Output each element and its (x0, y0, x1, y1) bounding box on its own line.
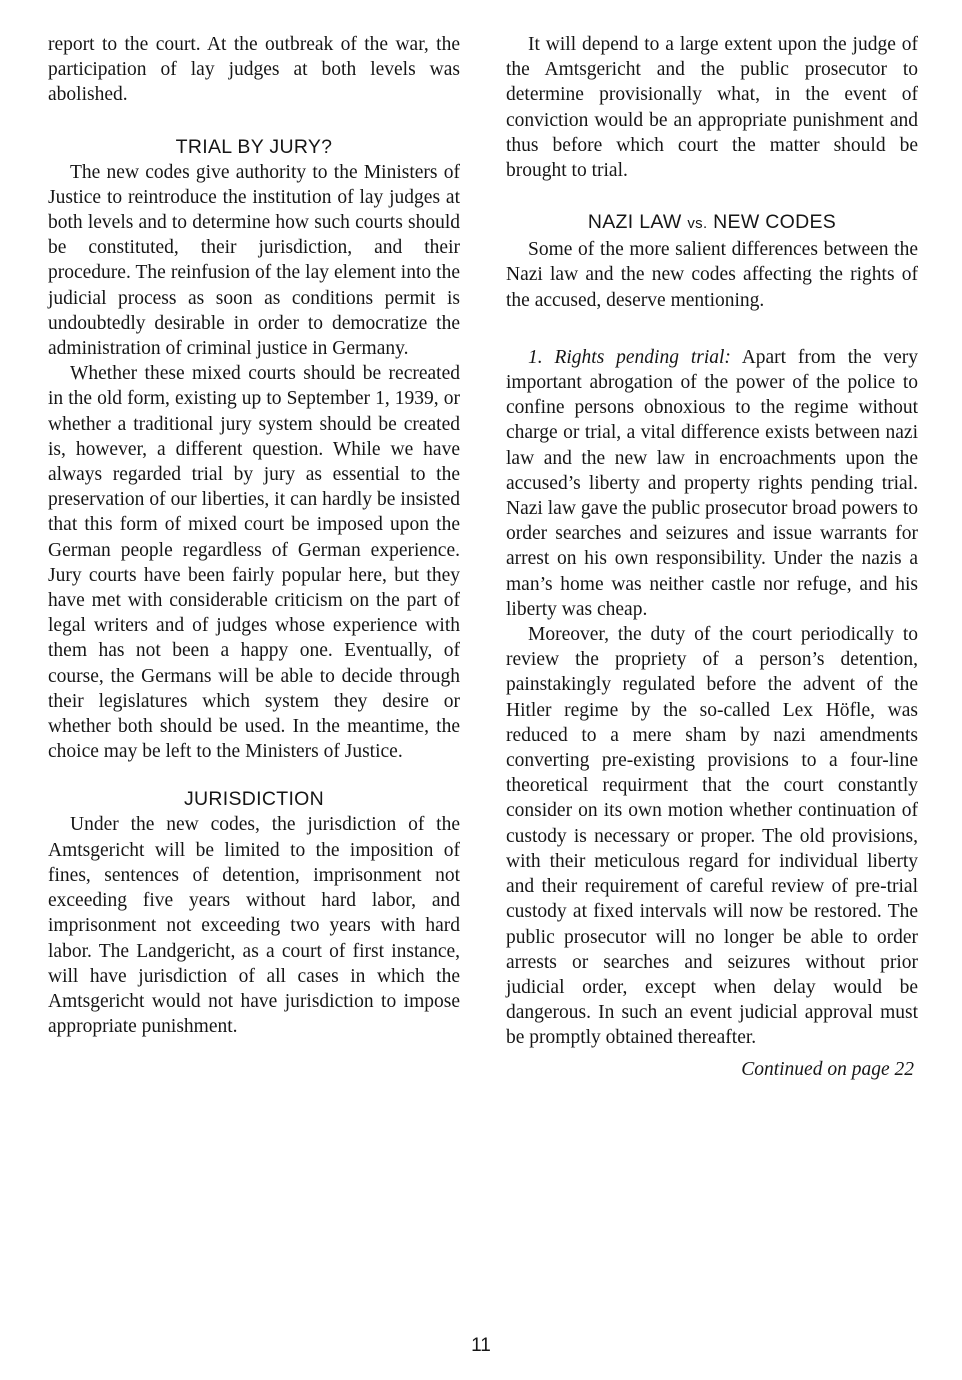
rights-pending-trial-paragraph (506, 345, 918, 622)
right-column (506, 32, 918, 1082)
trial-by-jury-heading: TRIAL BY JURY? (175, 135, 333, 158)
trial-by-jury-paragraph-2: Whether these mixed courts should be recreated in the old form, existing up to September 1, 1939, or whether a traditional jury system should be created is, however, a different question. While we have always regarded trial by jury as essential to the preservation of our liberties, it can hardly be insisted that this form of mixed court be imposed upon the German people regardless of German experience. Jury courts have been fairly popular here, but they have met with considerable criticism on the part of legal writers and of judges whose experience with them has not been a happy one. Eventually, of course, the Germans will be able to decide through their legislatures which system they desire or whether both should be used. In the meantime, the choice may be left to the Ministers of Justice. (48, 363, 460, 763)
jurisdiction-heading: JURISDICTION (183, 788, 325, 811)
nazi-law-intro-paragraph: Some of the more salient differences between the Nazi law and the new codes affecting the rights of the accused, deserve mentioning. (506, 239, 918, 311)
continued-note: Continued on page 22 (741, 1058, 914, 1080)
nazi-law-heading (506, 209, 918, 237)
left-column (48, 32, 460, 1039)
right-intro-paragraph: It will depend to a large extent upon the judge of the Amtsgericht and the public prosecutor to determine provisionally what, in the event of conviction would be an appropriate punishment and thus before which court the matter should be brought to trial. (506, 34, 918, 182)
page-number: 11 (471, 1335, 491, 1356)
nazi-law-heading-part2: NEW CODES (713, 211, 837, 234)
nazi-law-heading-vs: vs. (687, 215, 708, 233)
jurisdiction-paragraph: Under the new codes, the jurisdiction of the Amtsgericht will be limited to the imposition of fines, sentences of detention, imprisonment not exceeding five years without hard labor, and imprisonment not exceeding two years with hard labor. The Landgericht, as a court of first instance, will have jurisdiction of all cases in which the Amtsgericht would not have jurisdiction to impose appropriate punishment. (48, 814, 460, 1038)
rights-pending-trial-text: Apart from the very important abrogation of the power of the police to confine persons obnoxious to the regime without charge or trial, a vital difference exists between nazi law and the new law in encroachments upon the accused’s liberty and property rights pending trial. Nazi law gave the public prosecutor broad powers to order searches and seizures and issue warrants for arrest on his own responsibility. Under the nazis a man’s home was neither castle nor refuge, and his liberty was cheap. (506, 346, 919, 620)
rights-pending-trial-title: 1. Rights pending trial: (528, 346, 731, 368)
nazi-law-heading-part1: NAZI LAW (587, 211, 682, 234)
moreover-paragraph: Moreover, the duty of the court periodically to review the propriety of a person’s detention, painstakingly regulated before the advent of the Hitler regime by the so-called Lex Höfle, was reduced to a mere sham by nazi amendments converting pre-existing provisions to a four-line theoretical requirment that the court constantly consider on its own motion whether continuation of custody is necessary or proper. The old provisions, with their meticulous regard for individual liberty and their requirement of careful review of pre-trial custody at fixed intervals will now be restored. The public prosecutor will no longer be able to order arrests or searches and seizures without prior judicial order, except when delay would be dangerous. In such an event judicial approval must be promptly obtained thereafter. (506, 624, 918, 1049)
trial-by-jury-paragraph-1: The new codes give authority to the Ministers of Justice to reintroduce the institution of lay judges at both levels and to determine how such courts should be constituted, their jurisdiction, and their procedure. The reinfusion of the lay element into the judicial process as soon as conditions permit is undoubtedly desirable in order to democratize the administration of criminal justice in Germany. (48, 161, 460, 360)
left-intro-paragraph: report to the court. At the outbreak of the war, the participation of lay judges at both levels was abolished. (48, 34, 460, 106)
